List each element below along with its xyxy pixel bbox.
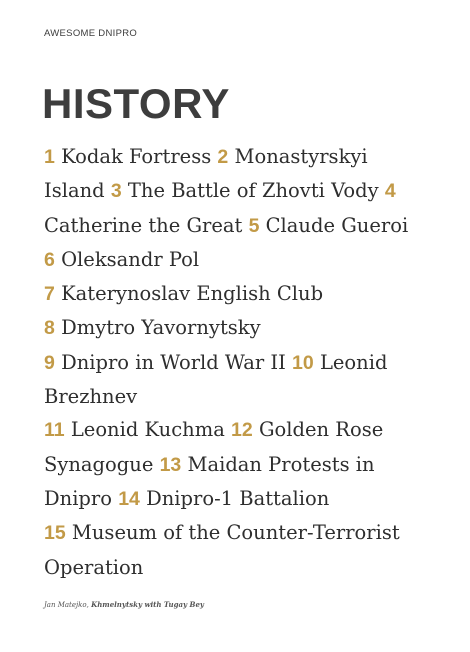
entry-number: 7	[44, 283, 55, 306]
contents-entry	[44, 248, 199, 271]
contents-entry	[44, 282, 323, 305]
contents-entry	[44, 418, 225, 441]
entry-title: Dnipro in World War II	[61, 350, 286, 374]
entry-number: 5	[248, 214, 260, 237]
entry-number: 11	[44, 419, 65, 442]
entry-title: Golden Rose Synagogue	[44, 418, 384, 476]
contents-entry	[44, 351, 286, 374]
entry-title: Museum of the Counter-Terrorist Operation	[44, 521, 400, 579]
section-title: HISTORY	[42, 80, 230, 127]
caption-work-title: Khmelnytsky with Tugay Bey	[91, 600, 204, 609]
entry-title: The Battle of Zhovti Vody	[127, 179, 379, 203]
entry-title: Claude Gueroi	[265, 213, 409, 237]
contents-entry	[111, 179, 379, 202]
entry-title: Dnipro-1 Battalion	[146, 486, 330, 510]
entry-number: 3	[110, 180, 122, 203]
entry-title: Katerynoslav English Club	[61, 282, 324, 306]
entry-number: 2	[217, 146, 229, 168]
entry-number: 9	[44, 351, 55, 374]
entry-number: 13	[159, 453, 182, 476]
contents-entry	[44, 145, 211, 168]
entry-number: 1	[44, 146, 55, 168]
contents-entry	[118, 487, 329, 510]
contents-entry	[44, 316, 261, 339]
entry-title: Maidan Protests in Dnipro	[44, 452, 375, 510]
entry-title: Leonid Brezhnev	[44, 350, 388, 409]
entry-number: 15	[44, 522, 66, 545]
entry-title: Oleksandr Pol	[61, 247, 200, 271]
entry-title: Kodak Fortress	[61, 145, 212, 168]
running-head: AWESOME DNIPRO	[44, 28, 138, 39]
entry-number: 14	[118, 487, 140, 510]
entry-title: Leonid Kuchma	[70, 418, 225, 442]
entry-number: 10	[292, 351, 314, 374]
contents-entry	[249, 214, 409, 237]
image-caption	[44, 600, 204, 609]
entry-number: 12	[231, 419, 253, 442]
entry-number: 6	[44, 248, 55, 271]
contents-list	[44, 140, 424, 584]
entry-title: Dmytro Yavornytsky	[61, 316, 261, 340]
caption-artist: Jan Matejko,	[44, 601, 89, 609]
entry-title: Catherine the Great	[44, 213, 243, 237]
contents-entry	[44, 521, 400, 578]
entry-number: 8	[44, 317, 55, 340]
entry-number: 4	[384, 180, 396, 203]
entry-title: Monastyrskyi Island	[44, 145, 368, 203]
